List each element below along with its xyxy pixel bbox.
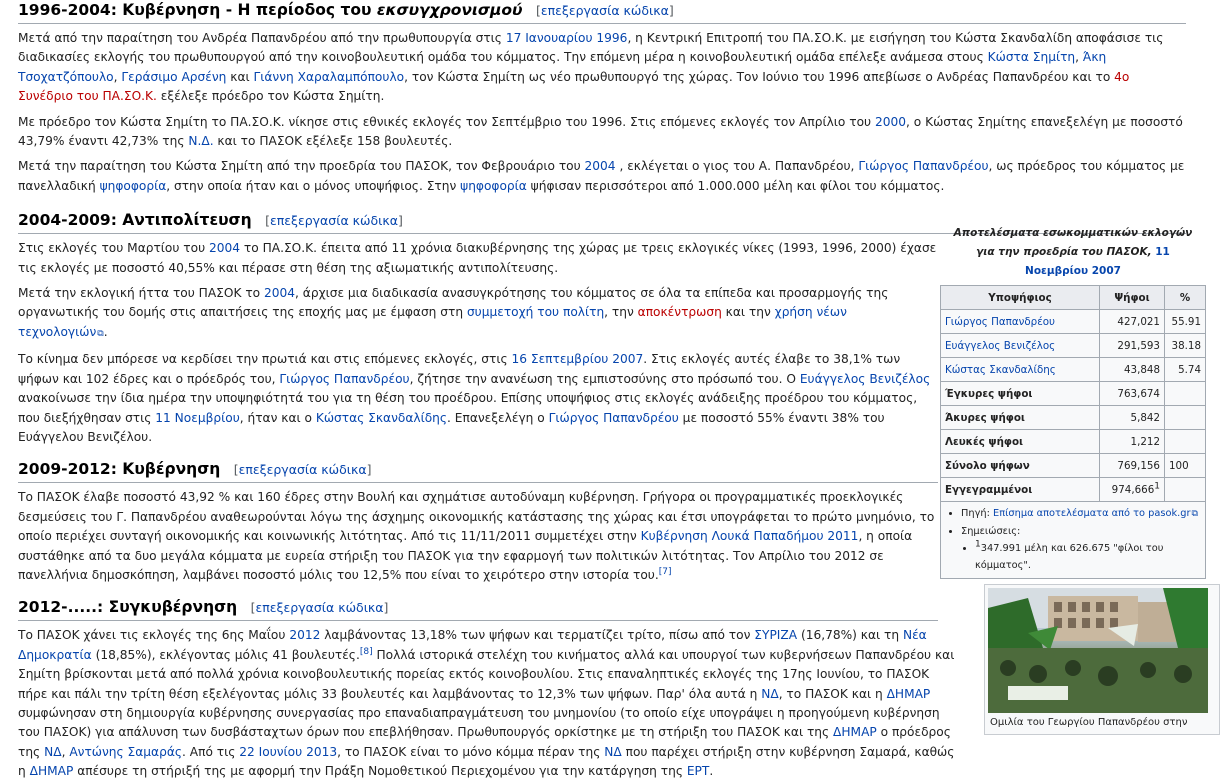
- edit-source-link[interactable]: επεξεργασία κώδικα: [255, 600, 384, 616]
- percent-cell: 5.74: [1165, 358, 1206, 382]
- link-term[interactable]: συμμετοχή του πολίτη: [466, 305, 605, 320]
- text: ψήφισαν περισσότεροι από 1.000.000 μέλη και φίλοι του κόμματος.: [526, 178, 945, 193]
- table-row: [941, 430, 1206, 454]
- link-year[interactable]: 2004: [264, 286, 296, 301]
- text: ,: [61, 744, 70, 759]
- text: . Επανεξελέγη ο: [447, 410, 549, 425]
- section-title: 2009-2012: Κυβέρνηση: [18, 460, 221, 479]
- link-broadcaster[interactable]: ΕΡΤ: [686, 764, 710, 779]
- section-title: 2012-.....: Συγκυβέρνηση: [18, 598, 238, 617]
- table-row: [941, 358, 1206, 382]
- total-extra: [1165, 406, 1206, 430]
- percent-cell: 55.91: [1165, 310, 1206, 334]
- external-link[interactable]: χρήση νέων τεχνολογιών ⧉: [18, 305, 847, 338]
- table-row: [941, 406, 1206, 430]
- link-party[interactable]: ΝΔ: [44, 744, 62, 759]
- link-date[interactable]: 11 Νοεμβρίου: [155, 410, 240, 425]
- link-person[interactable]: Γιάννη Χαραλαμπόπουλο: [253, 69, 405, 84]
- link-party[interactable]: ΣΥΡΙΖΑ: [754, 628, 798, 643]
- footnote-marker: 1: [1154, 481, 1160, 492]
- votes-cell: 43,848: [1100, 358, 1165, 382]
- source-external-link[interactable]: Επίσημα αποτελέσματα από το pasok.gr ⧉: [993, 508, 1198, 519]
- text: και το ΠΑΣΟΚ εξέλεξε 158 βουλευτές.: [213, 134, 453, 149]
- link-year[interactable]: 2000: [874, 114, 906, 129]
- link-party[interactable]: ΝΔ: [604, 744, 622, 759]
- total-extra: [1165, 382, 1206, 406]
- text: ,: [113, 69, 122, 84]
- section-title: 1996-2004: Κυβέρνηση - Η περίοδος του: [18, 1, 377, 19]
- rally-photo-illustration: [988, 588, 1208, 713]
- link-party[interactable]: ΔΗΜΑΡ: [886, 686, 931, 701]
- column-header-percent: %: [1165, 286, 1206, 310]
- link-person[interactable]: Ευάγγελος Βενιζέλος: [799, 371, 931, 386]
- text: , τον Κώστα Σημίτη ως νέο πρωθυπουργό της χώρας. Τον Ιούνιο του 1996 απεβίωσε ο Ανδρέας Παπανδρέου και το: [404, 69, 1115, 84]
- total-value: 5,842: [1100, 406, 1165, 430]
- edit-source-link[interactable]: επεξεργασία κώδικα: [238, 462, 367, 478]
- link-person[interactable]: Κώστα Σημίτη: [987, 50, 1076, 65]
- text: , την: [604, 305, 638, 320]
- text: εξέλεξε πρόεδρο τον Κώστα Σημίτη.: [156, 89, 385, 104]
- link-person[interactable]: Κώστας Σκανδαλίδης: [315, 410, 448, 425]
- text: , ήταν και ο: [239, 410, 316, 425]
- text: , η οποία συστάθηκε από τα δυο μεγάλα κόμματα με ευρεία στήριξη του ΠΑΣΟΚ για την εφαρμογή των πολιτικών λιτότητας. Τον Απρίλιο του 2012 σε πανελλήνια δημοσκόπηση, λαμβάνει ποσοστό μόλις του 12,5% που είναι το χειρότερο στην ιστορία του.: [18, 529, 913, 582]
- total-extra: [1165, 478, 1206, 502]
- section-heading-2004-2009: 2004-2009: Αντιπολίτευση [επεξεργασία κώδικα]: [18, 210, 1186, 234]
- table-row: [941, 454, 1206, 478]
- column-header-votes: Ψήφοι: [1100, 286, 1165, 310]
- text: , στην οποία ήταν και ο μόνος υποψήφιος. Στην: [166, 178, 461, 193]
- note-item: [975, 540, 1205, 574]
- link-person[interactable]: Γιώργος Παπανδρέου: [279, 371, 410, 386]
- text: , ως πρόεδρος του κόμματος με πανελλαδική: [18, 159, 1185, 193]
- text: το ΠΑ.ΣΟ.Κ. έπειτα από 11 χρόνια διακυβέρνησης της χώρας με τρεις εκλογικές νίκες (1993, 1996, 2000) έχασε τις εκλογές με ποσοστό 40,55% και πέρασε στη θέση της αξιωματικής αντιπολίτευσης.: [18, 241, 937, 275]
- source-label: Πηγή:: [961, 508, 990, 519]
- link-missing-article[interactable]: 4ο Συνέδριο του ΠΑ.ΣΟ.Κ.: [18, 69, 1130, 104]
- total-value: 763,674: [1100, 382, 1165, 406]
- total-label: Έγκυρες ψήφοι: [941, 382, 1100, 406]
- paragraph: [18, 488, 938, 585]
- text: Το ΠΑΣΟΚ έλαβε ποσοστό 43,92 % και 160 έδρες στην Βουλή και σχημάτισε αυτοδύναμη κυβέρνηση. Γρήγορα οι προγραμματικές προεκλογικές δεσμεύσεις του Γ. Παπανδρέου αναθεωρούνται λόγω της άσχημης οικονομικής κατάστασης της χώρας και έτσι υπογράφεται το πρώτο μνημόνιο, το οποίο περιέχει συνταγή οικονομικής και κοινωνικής λιτότητας. Από τις 11/11/2011 συμμετέχει στην: [18, 490, 935, 544]
- link-person[interactable]: Άκη Τσοχατζόπουλο: [18, 50, 1107, 84]
- section-title: 2004-2009: Αντιπολίτευση: [18, 211, 252, 230]
- total-value: [1100, 478, 1165, 502]
- text: Το κίνημα δεν μπόρεσε να κερδίσει την πρωτιά και στις επόμενες εκλογές, στις: [18, 352, 512, 367]
- notes-item: [961, 523, 1205, 574]
- paragraph: [18, 350, 938, 447]
- paragraph: [18, 29, 1186, 107]
- text: .: [103, 324, 108, 339]
- text: ο πρόεδρος της: [18, 725, 951, 759]
- text: , το ΠΑΣΟΚ είναι το μόνο κόμμα πέραν της: [337, 744, 605, 759]
- paragraph: [18, 626, 958, 781]
- candidate-link[interactable]: Γιώργος Παπανδρέου: [945, 315, 1056, 328]
- thumbnail-figure: [984, 584, 1220, 735]
- text: , εκλέγεται ο γιος του Α. Παπανδρέου,: [615, 159, 859, 174]
- link-term[interactable]: ψηφοφορία: [460, 178, 527, 193]
- link-party[interactable]: ΔΗΜΑΡ: [833, 725, 877, 740]
- total-extra: 100: [1165, 454, 1206, 478]
- link-date[interactable]: 16 Σεπτεμβρίου 2007: [511, 352, 644, 367]
- paragraph: [18, 239, 938, 278]
- table-row: [941, 478, 1206, 502]
- link-person[interactable]: Γιώργος Παπανδρέου: [858, 159, 989, 174]
- text: Μετά την παραίτηση του Κώστα Σημίτη από την προεδρία του ΠΑΣΟΚ, τον Φεβρουάριο του: [18, 159, 585, 174]
- footnote-marker: 1: [975, 539, 981, 550]
- link-year[interactable]: 2012: [289, 628, 321, 643]
- registered-value: 974,666: [1111, 483, 1155, 496]
- edit-source-link[interactable]: επεξεργασία κώδικα: [540, 3, 669, 18]
- notes-label: Σημειώσεις:: [961, 526, 1021, 537]
- link-missing-article[interactable]: αποκέντρωση: [637, 305, 722, 320]
- total-value: 1,212: [1100, 430, 1165, 454]
- text: Με πρόεδρο τον Κώστα Σημίτη το ΠΑ.ΣΟ.Κ. νίκησε στις εθνικές εκλογές τον Σεπτέμβριο του 1996. Στις επόμενες εκλογές τον Απρίλιο του: [18, 114, 875, 129]
- text: και την: [721, 305, 775, 320]
- section-heading-2009-2012: 2009-2012: Κυβέρνηση [επεξεργασία κώδικα]: [18, 459, 938, 483]
- text: Πολλά ιστορικά στελέχη του κινήματος αλλά και υπουργοί των κυβερνήσεων Παπανδρέου και Σημίτη βρίσκονται μετά από πολλά χρόνια κοινοβουλευτικής πορείας εκτός κοινοβουλίου. Στις επαναληπτικές εκλογές της 17ης Ιουνίου, το ΠΑΣΟΚ πήρε και πάλι την τρίτη θέση εξελέγοντας μόλις 33 βουλευτές και λαμβάνοντας το 12,3% των ψήφων. Παρ' όλα αυτά η: [18, 647, 955, 701]
- link-date[interactable]: 22 Ιουνίου 2013: [239, 744, 338, 759]
- link-party[interactable]: ΝΔ: [761, 686, 779, 701]
- text: , το ΠΑΣΟΚ και η: [778, 686, 887, 701]
- text: (18,85%), εκλέγοντας μόλις 41 βουλευτές.: [91, 647, 360, 662]
- text: (16,78%) και τη: [797, 628, 903, 643]
- source-item: [961, 505, 1205, 523]
- thumbnail-caption: Ομιλία του Γεωργίου Παπανδρέου στην: [990, 717, 1188, 728]
- text: που παρέχει στήριξη στην κυβέρνηση Σαμαρά, καθώς η: [18, 744, 955, 779]
- percent-cell: 38.18: [1165, 334, 1206, 358]
- text: με ποσοστό 55% έναντι 38% του Ευάγγελου Βενιζέλου.: [18, 410, 885, 444]
- reference-link[interactable]: [7]: [658, 566, 672, 577]
- text: . Στις εκλογές αυτές έλαβε το 38,1% των ψήφων και 102 έδρες και ο πρόεδρός του,: [18, 352, 901, 386]
- link-party[interactable]: Νέα Δημοκρατία: [18, 628, 927, 662]
- total-label: Λευκές ψήφοι: [941, 430, 1100, 454]
- text: συμφώνησαν στη δημιουργία κυβέρνησης συνεργασίας προ επαναδιαπραγμάτευση του μνημονίου (το οποίο είχε υπογράψει η προηγούμενη κυβέρνηση του ΠΑΣΟΚ) για απάλυνση των δυσβάσταχτων όρων που επεβλήθησαν. Πρωθυπουργός ορκίστηκε με τη στήριξη του ΠΑΣΟΚ και της: [18, 705, 940, 740]
- link-person[interactable]: Γιώργος Παπανδρέου: [548, 410, 679, 425]
- section-heading-1996-2004: 1996-2004: Κυβέρνηση - Η περίοδος του εκσυγχρονισμού [επεξεργασία κώδικα]: [18, 0, 1186, 24]
- text: Μετά την εκλογική ήττα του ΠΑΣΟΚ το: [18, 286, 265, 301]
- link-year[interactable]: 2004: [584, 159, 616, 174]
- link-person[interactable]: Γεράσιμο Αρσένη: [121, 69, 227, 84]
- caption-date-link[interactable]: 11 Νοεμβρίου 2007: [1025, 246, 1170, 277]
- text: , ζήτησε την ανανέωση της εμπιστοσύνης στο πρόσωπό του. Ο: [409, 371, 800, 386]
- link-year[interactable]: 2004: [209, 241, 241, 256]
- caption-text: Αποτελέσματα εσωκομματικών εκλογών για την προεδρία του ΠΑΣΟΚ,: [953, 227, 1193, 258]
- text: Στις εκλογές του Μαρτίου του: [18, 241, 210, 256]
- link-date[interactable]: 17 Ιανουαρίου 1996: [505, 31, 628, 45]
- total-label: Εγγεγραμμένοι: [941, 478, 1100, 502]
- paragraph: [18, 284, 938, 344]
- text: , η Κεντρική Επιτροπή του ΠΑ.ΣΟ.Κ. με εισήγηση του Κώστα Σκανδαλίδη αποφάσισε τις διαδικασίες εκλογής του πρωθυπουργού από την κοινοβουλευτική ομάδα του κόμματος. Την επόμενη μέρα η κοινοβουλευτική ομάδα επέλεξε ανάμεσα στους: [18, 31, 1164, 65]
- results-table: [940, 285, 1206, 502]
- total-extra: [1165, 430, 1206, 454]
- text: Μετά από την παραίτηση του Ανδρέα Παπανδρέου από την πρωθυπουργία στις: [18, 31, 506, 45]
- link-person[interactable]: Αντώνης Σαμαράς: [69, 744, 183, 759]
- infobox-notes: [940, 502, 1206, 579]
- reference-link[interactable]: [8]: [359, 646, 373, 657]
- table-row: [941, 310, 1206, 334]
- text: ,: [1075, 50, 1083, 65]
- text: .: [709, 764, 714, 779]
- text: απέσυρε τη στήριξή της με αφορμή την Πράξη Νομοθετικού Περιεχομένου για την κατάργηση της: [73, 764, 687, 779]
- candidate-link[interactable]: Ευάγγελος Βενιζέλος: [945, 339, 1056, 352]
- candidate-link[interactable]: Κώστας Σκανδαλίδης: [945, 363, 1056, 376]
- table-header-row: [941, 286, 1206, 310]
- infobox-caption: [940, 224, 1206, 281]
- text: ανακοίνωσε την ίδια ημέρα την υποψηφιότητά του για τη θέση του προέδρου. Επίσης υποψήφιος στις εκλογές ανάδειξης προέδρου του κόμματος, που διεξήχθησαν στις: [18, 391, 918, 425]
- text: . Από τις: [182, 744, 240, 759]
- paragraph: [18, 113, 1186, 152]
- paragraph: [18, 157, 1186, 196]
- total-label: Σύνολο ψήφων: [941, 454, 1100, 478]
- link-party[interactable]: Ν.Δ.: [188, 134, 214, 149]
- total-value: 769,156: [1100, 454, 1165, 478]
- text: λαμβάνοντας 13,18% των ψήφων και τερματίζει τρίτο, πίσω από τον: [320, 628, 755, 643]
- link-government[interactable]: Κυβέρνηση Λουκά Παπαδήμου 2011: [640, 529, 859, 544]
- votes-cell: 291,593: [1100, 334, 1165, 358]
- total-label: Άκυρες ψήφοι: [941, 406, 1100, 430]
- rally-photo[interactable]: [988, 588, 1208, 713]
- section-title-italic: εκσυγχρονισμού: [376, 1, 523, 19]
- note-text: 347.991 μέλη και 626.675 "φίλοι του κόμματος".: [975, 543, 1164, 571]
- link-term[interactable]: ψηφοφορία: [99, 178, 167, 193]
- table-row: [941, 382, 1206, 406]
- text: και: [226, 69, 254, 84]
- section-heading-2012: 2012-.....: Συγκυβέρνηση [επεξεργασία κώδικα]: [18, 597, 938, 621]
- table-row: [941, 334, 1206, 358]
- election-results-infobox: [940, 224, 1206, 579]
- link-party[interactable]: ΔΗΜΑΡ: [29, 764, 74, 779]
- text: , άρχισε μια διαδικασία ανασυγκρότησης του κόμματος σε όλα τα επίπεδα και προσαρμογής της οργανωτικής του δομής στις απαιτήσεις της εποχής μας με έμφαση στη: [18, 286, 889, 320]
- text: , ο Κώστας Σημίτης επανεξελέγη με ποσοστό 43,79% έναντι 42,73% της: [18, 114, 1183, 149]
- edit-source-link[interactable]: επεξεργασία κώδικα: [269, 213, 398, 229]
- votes-cell: 427,021: [1100, 310, 1165, 334]
- text: Το ΠΑΣΟΚ χάνει τις εκλογές της 6ης Μαΐου: [18, 628, 290, 643]
- column-header-candidate: Υποψήφιος: [941, 286, 1100, 310]
